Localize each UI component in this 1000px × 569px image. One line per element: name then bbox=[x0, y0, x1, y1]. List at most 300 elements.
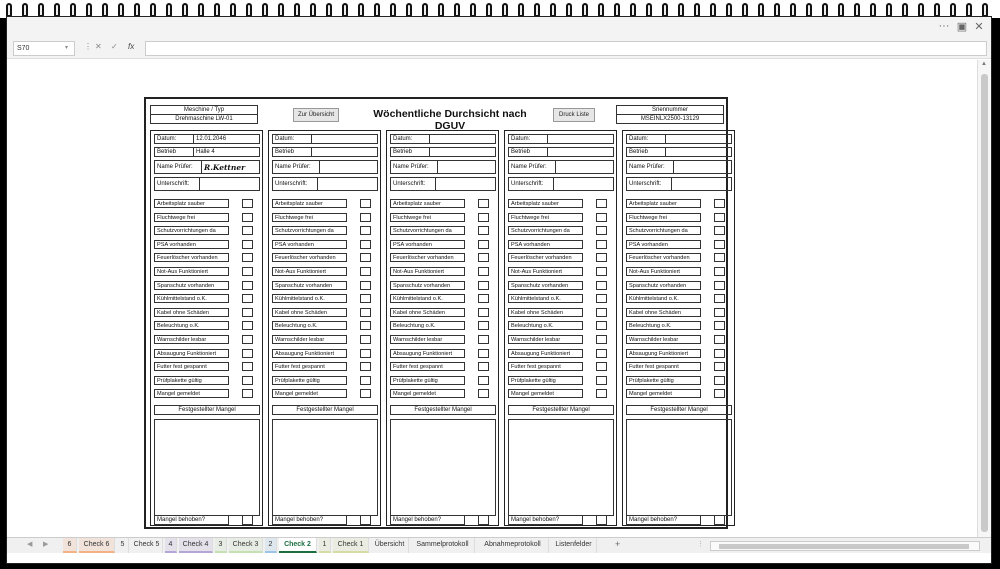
field-date[interactable] bbox=[272, 134, 378, 144]
field-label: Datum: bbox=[275, 136, 295, 142]
checklist-checkbox[interactable] bbox=[714, 321, 725, 330]
checklist-item: Schutzvorrichtungen da bbox=[508, 226, 583, 235]
checklist-checkbox[interactable] bbox=[596, 335, 607, 344]
tab-check-4[interactable]: Check 4 bbox=[179, 538, 213, 553]
resolved-label: Mangel behoben? bbox=[272, 515, 347, 525]
field-label: Name Prüfer: bbox=[393, 164, 429, 170]
field-label: Datum: bbox=[157, 136, 177, 142]
defects-header: Festgestellter Mangel bbox=[272, 405, 378, 415]
checklist-item: Kabel ohne Schäden bbox=[272, 308, 347, 317]
checklist-checkbox[interactable] bbox=[478, 321, 489, 330]
binder-ring bbox=[758, 3, 764, 17]
resolved-label: Mangel behoben? bbox=[626, 515, 701, 525]
checklist-item: Not-Aus Funktioniert bbox=[626, 267, 701, 276]
checklist-checkbox[interactable] bbox=[360, 321, 371, 330]
checklist-checkbox[interactable] bbox=[242, 226, 253, 235]
checklist-checkbox[interactable] bbox=[714, 240, 725, 249]
binder-ring bbox=[582, 3, 588, 17]
more-icon: ⋮ bbox=[697, 541, 704, 548]
binder-ring bbox=[710, 3, 716, 17]
checklist-item: PSA vorhanden bbox=[626, 240, 701, 249]
checklist-checkbox[interactable] bbox=[242, 281, 253, 290]
checklist-item: Feuerlöscher vorhanden bbox=[508, 253, 583, 262]
checklist-checkbox[interactable] bbox=[360, 240, 371, 249]
field-divider bbox=[555, 161, 556, 173]
checklist-checkbox[interactable] bbox=[714, 308, 725, 317]
checklist-checkbox[interactable] bbox=[478, 335, 489, 344]
field-label: Betrieb bbox=[157, 149, 177, 155]
checklist-checkbox[interactable] bbox=[714, 349, 725, 358]
checklist-checkbox[interactable] bbox=[596, 376, 607, 385]
binder-ring bbox=[134, 3, 140, 17]
checklist-checkbox[interactable] bbox=[478, 308, 489, 317]
tab-2[interactable]: 2 bbox=[265, 538, 277, 553]
binder-ring bbox=[982, 3, 988, 17]
binder-ring bbox=[54, 3, 60, 17]
checklist-item: Warnschilder lesbar bbox=[154, 335, 229, 344]
add-sheet-icon[interactable]: + bbox=[615, 539, 621, 549]
checklist-checkbox[interactable] bbox=[242, 253, 253, 262]
defects-textarea[interactable] bbox=[272, 419, 378, 516]
close-icon[interactable]: ✕ bbox=[974, 21, 984, 33]
checklist-item: Kühlmittelstand o.K. bbox=[154, 294, 229, 303]
binder-ring bbox=[246, 3, 252, 17]
tab-übersicht[interactable]: Übersicht bbox=[371, 538, 409, 553]
binder-ring bbox=[166, 3, 172, 17]
checklist-checkbox[interactable] bbox=[714, 213, 725, 222]
checklist-item: Schutzvorrichtungen da bbox=[626, 226, 701, 235]
checklist-item: Kühlmittelstand o.K. bbox=[626, 294, 701, 303]
checklist-item: Kabel ohne Schäden bbox=[154, 308, 229, 317]
check-column bbox=[504, 130, 617, 526]
field-inspector[interactable] bbox=[272, 160, 378, 174]
checklist-checkbox[interactable] bbox=[360, 226, 371, 235]
field-label: Name Prüfer: bbox=[275, 164, 311, 170]
checklist-item: Warnschilder lesbar bbox=[626, 335, 701, 344]
binder-ring bbox=[534, 3, 540, 17]
checklist-item: Prüfplakette gültig bbox=[272, 376, 347, 385]
tab-check-2[interactable]: Check 2 bbox=[279, 538, 317, 553]
resolved-checkbox[interactable] bbox=[478, 515, 489, 525]
binder-ring bbox=[806, 3, 812, 17]
serial-label: Sriennummer bbox=[617, 106, 723, 115]
checklist-checkbox[interactable] bbox=[360, 335, 371, 344]
tab-check-6[interactable]: Check 6 bbox=[79, 538, 115, 553]
field-divider bbox=[311, 135, 312, 143]
binder-ring bbox=[342, 3, 348, 17]
binder-ring bbox=[102, 3, 108, 17]
binder-ring bbox=[470, 3, 476, 17]
checklist-item: Absaugung Funktioniert bbox=[626, 349, 701, 358]
field-divider bbox=[437, 161, 438, 173]
page-title: Wöchentliche Durchsicht nach DGUV bbox=[373, 108, 527, 132]
checklist-item: Arbeitsplatz sauber bbox=[626, 199, 701, 208]
checklist-checkbox[interactable] bbox=[478, 349, 489, 358]
field-divider bbox=[429, 135, 430, 143]
checklist-checkbox[interactable] bbox=[478, 294, 489, 303]
binder-ring bbox=[918, 3, 924, 17]
checklist-checkbox[interactable] bbox=[596, 349, 607, 358]
defects-textarea[interactable] bbox=[626, 419, 732, 516]
field-date[interactable] bbox=[508, 134, 614, 144]
checklist-item: Prüfplakette gültig bbox=[626, 376, 701, 385]
binder-ring bbox=[662, 3, 668, 17]
checklist-checkbox[interactable] bbox=[242, 240, 253, 249]
field-operation[interactable] bbox=[508, 147, 614, 157]
checklist-checkbox[interactable] bbox=[360, 389, 371, 398]
field-divider bbox=[553, 178, 554, 190]
serial-value: MSEINLX2500-13129 bbox=[640, 116, 700, 122]
check-column bbox=[386, 130, 499, 526]
field-value[interactable]: 12.01.2046 bbox=[196, 136, 227, 142]
field-date[interactable] bbox=[626, 134, 732, 144]
field-date[interactable] bbox=[154, 134, 260, 144]
binder-ring bbox=[390, 3, 396, 17]
checklist-checkbox[interactable] bbox=[714, 253, 725, 262]
tab-listenfelder[interactable]: Listenfelder bbox=[551, 538, 597, 553]
field-label: Betrieb bbox=[393, 149, 413, 155]
checklist-checkbox[interactable] bbox=[596, 240, 607, 249]
field-date[interactable] bbox=[390, 134, 496, 144]
binder-ring bbox=[870, 3, 876, 17]
binder-ring bbox=[886, 3, 892, 17]
tab-check-1[interactable]: Check 1 bbox=[333, 538, 369, 553]
checklist-item: Beleuchtung o.K. bbox=[390, 321, 465, 330]
name-box[interactable]: S70 bbox=[13, 41, 75, 56]
binder-ring bbox=[790, 3, 796, 17]
binder-ring bbox=[22, 3, 28, 17]
more-options-icon[interactable]: ··· bbox=[938, 20, 950, 32]
checklist-item: Beleuchtung o.K. bbox=[154, 321, 229, 330]
checklist-item: Futter fest gespannt bbox=[272, 362, 347, 371]
checklist-item: Schutzvorrichtungen da bbox=[390, 226, 465, 235]
field-divider bbox=[665, 148, 666, 156]
sheet-tab-bar bbox=[7, 537, 991, 553]
checklist-checkbox[interactable] bbox=[596, 294, 607, 303]
field-label: Unterschrift: bbox=[275, 181, 308, 187]
formula-input[interactable] bbox=[145, 41, 987, 56]
binder-ring bbox=[6, 3, 12, 17]
field-divider bbox=[429, 148, 430, 156]
checklist-item: Feuerlöscher vorhanden bbox=[154, 253, 229, 262]
binder-ring bbox=[838, 3, 844, 17]
binder-ring bbox=[774, 3, 780, 17]
checklist-checkbox[interactable] bbox=[360, 294, 371, 303]
field-value[interactable]: R.Kettner bbox=[204, 162, 246, 172]
checklist-checkbox[interactable] bbox=[714, 362, 725, 371]
field-operation[interactable] bbox=[272, 147, 378, 157]
checklist-item: Kühlmittelstand o.K. bbox=[390, 294, 465, 303]
binder-ring bbox=[438, 3, 444, 17]
binder-ring bbox=[86, 3, 92, 17]
hscroll-thumb[interactable] bbox=[719, 544, 969, 549]
title-bar bbox=[7, 17, 991, 39]
binder-ring bbox=[694, 3, 700, 17]
binder-ring bbox=[182, 3, 188, 17]
field-label: Betrieb bbox=[275, 149, 295, 155]
field-divider bbox=[547, 148, 548, 156]
restore-icon[interactable]: ▣ bbox=[956, 21, 968, 33]
field-label: Name Prüfer: bbox=[157, 164, 193, 170]
checklist-checkbox[interactable] bbox=[478, 199, 489, 208]
field-label: Unterschrift: bbox=[157, 181, 190, 187]
binder-ring bbox=[566, 3, 572, 17]
field-label: Datum: bbox=[393, 136, 413, 142]
checklist-item: Spanschutz vorhanden bbox=[272, 281, 347, 290]
checklist-checkbox[interactable] bbox=[360, 349, 371, 358]
resolved-label: Mangel behoben? bbox=[508, 515, 583, 525]
checklist-checkbox[interactable] bbox=[714, 281, 725, 290]
checklist-checkbox[interactable] bbox=[478, 281, 489, 290]
tab-check-5[interactable]: Check 5 bbox=[131, 538, 163, 553]
field-inspector[interactable] bbox=[626, 160, 732, 174]
field-divider bbox=[435, 178, 436, 190]
field-divider bbox=[547, 135, 548, 143]
checklist-item: PSA vorhanden bbox=[508, 240, 583, 249]
field-divider bbox=[673, 161, 674, 173]
scroll-up-icon[interactable]: ▲ bbox=[981, 61, 987, 67]
checklist-item: Mangel gemeldet bbox=[272, 389, 347, 398]
checklist-checkbox[interactable] bbox=[596, 308, 607, 317]
field-signature[interactable] bbox=[626, 177, 732, 191]
insert-function-icon[interactable]: fx bbox=[128, 42, 135, 51]
checklist-item: Not-Aus Funktioniert bbox=[508, 267, 583, 276]
checklist-item: Kabel ohne Schäden bbox=[508, 308, 583, 317]
checklist-checkbox[interactable] bbox=[242, 389, 253, 398]
defects-textarea[interactable] bbox=[390, 419, 496, 516]
checklist-item: Spanschutz vorhanden bbox=[626, 281, 701, 290]
vertical-scrollbar[interactable] bbox=[977, 60, 991, 552]
checklist-item: Arbeitsplatz sauber bbox=[390, 199, 465, 208]
checklist-item: Futter fest gespannt bbox=[508, 362, 583, 371]
defects-textarea[interactable] bbox=[154, 419, 260, 516]
worksheet[interactable] bbox=[7, 60, 977, 552]
checklist-item: Feuerlöscher vorhanden bbox=[272, 253, 347, 262]
checklist-item: Fluchtwege frei bbox=[508, 213, 583, 222]
checklist-item: Prüfplakette gültig bbox=[390, 376, 465, 385]
tab-check-3[interactable]: Check 3 bbox=[229, 538, 263, 553]
checklist-checkbox[interactable] bbox=[596, 267, 607, 276]
chevron-down-icon[interactable]: ▾ bbox=[65, 45, 69, 51]
confirm-icon[interactable]: ✓ bbox=[111, 42, 118, 51]
checklist-item: Mangel gemeldet bbox=[390, 389, 465, 398]
field-inspector[interactable] bbox=[508, 160, 614, 174]
field-operation[interactable] bbox=[390, 147, 496, 157]
binder-ring bbox=[150, 3, 156, 17]
binder-ring bbox=[822, 3, 828, 17]
resolved-checkbox[interactable] bbox=[360, 515, 371, 525]
defects-textarea[interactable] bbox=[508, 419, 614, 516]
checklist-item: PSA vorhanden bbox=[154, 240, 229, 249]
field-operation[interactable] bbox=[626, 147, 732, 157]
checklist-checkbox[interactable] bbox=[242, 362, 253, 371]
scroll-thumb[interactable] bbox=[981, 74, 988, 532]
binder-ring bbox=[326, 3, 332, 17]
checklist-checkbox[interactable] bbox=[714, 294, 725, 303]
binder-ring bbox=[726, 3, 732, 17]
checklist-checkbox[interactable] bbox=[242, 294, 253, 303]
checklist-item: Arbeitsplatz sauber bbox=[272, 199, 347, 208]
checklist-checkbox[interactable] bbox=[360, 281, 371, 290]
checklist-item: Prüfplakette gültig bbox=[508, 376, 583, 385]
field-label: Name Prüfer: bbox=[629, 164, 665, 170]
binder-ring bbox=[678, 3, 684, 17]
checklist-item: Not-Aus Funktioniert bbox=[154, 267, 229, 276]
checklist-checkbox[interactable] bbox=[242, 213, 253, 222]
checklist-checkbox[interactable] bbox=[596, 199, 607, 208]
machine-box bbox=[150, 105, 258, 124]
tab-1[interactable]: 1 bbox=[319, 538, 331, 553]
checklist-item: Absaugung Funktioniert bbox=[154, 349, 229, 358]
checklist-item: Spanschutz vorhanden bbox=[390, 281, 465, 290]
checklist-item: Feuerlöscher vorhanden bbox=[626, 253, 701, 262]
binder-ring bbox=[742, 3, 748, 17]
checklist-checkbox[interactable] bbox=[360, 213, 371, 222]
machine-value: Drehmaschine LW-01 bbox=[175, 116, 233, 122]
checklist-item: Futter fest gespannt bbox=[626, 362, 701, 371]
binder-ring bbox=[310, 3, 316, 17]
checklist-item: Mangel gemeldet bbox=[154, 389, 229, 398]
prev-sheet-icon[interactable]: ◀ bbox=[27, 541, 33, 548]
tab-3[interactable]: 3 bbox=[215, 538, 227, 553]
checklist-checkbox[interactable] bbox=[596, 281, 607, 290]
checklist-item: Warnschilder lesbar bbox=[508, 335, 583, 344]
field-signature[interactable] bbox=[508, 177, 614, 191]
checklist-checkbox[interactable] bbox=[478, 226, 489, 235]
field-label: Name Prüfer: bbox=[511, 164, 547, 170]
checklist-item: Not-Aus Funktioniert bbox=[272, 267, 347, 276]
binder-ring bbox=[518, 3, 524, 17]
field-signature[interactable] bbox=[154, 177, 260, 191]
checklist-checkbox[interactable] bbox=[360, 308, 371, 317]
field-divider bbox=[319, 161, 320, 173]
field-operation[interactable] bbox=[154, 147, 260, 157]
checklist-checkbox[interactable] bbox=[242, 308, 253, 317]
checklist-item: PSA vorhanden bbox=[390, 240, 465, 249]
binder-ring bbox=[630, 3, 636, 17]
checklist-checkbox[interactable] bbox=[596, 253, 607, 262]
checklist-item: Schutzvorrichtungen da bbox=[272, 226, 347, 235]
checklist-item: Kühlmittelstand o.K. bbox=[508, 294, 583, 303]
tab-6[interactable]: 6 bbox=[63, 538, 77, 553]
binder-ring bbox=[486, 3, 492, 17]
binder-ring bbox=[854, 3, 860, 17]
field-label: Datum: bbox=[511, 136, 531, 142]
binder-ring bbox=[502, 3, 508, 17]
next-sheet-icon[interactable]: ▶ bbox=[43, 541, 49, 548]
checklist-checkbox[interactable] bbox=[242, 321, 253, 330]
field-label: Datum: bbox=[629, 136, 649, 142]
binder-ring bbox=[950, 3, 956, 17]
field-signature[interactable] bbox=[272, 177, 378, 191]
checklist-checkbox[interactable] bbox=[242, 267, 253, 276]
checklist-checkbox[interactable] bbox=[596, 321, 607, 330]
field-label: Unterschrift: bbox=[393, 181, 426, 187]
resolved-checkbox[interactable] bbox=[714, 515, 725, 525]
resolved-checkbox[interactable] bbox=[596, 515, 607, 525]
checklist-item: Fluchtwege frei bbox=[626, 213, 701, 222]
cancel-icon[interactable]: ✕ bbox=[95, 42, 102, 51]
checklist-checkbox[interactable] bbox=[360, 199, 371, 208]
checklist-item: Not-Aus Funktioniert bbox=[390, 267, 465, 276]
checklist-checkbox[interactable] bbox=[478, 240, 489, 249]
checklist-checkbox[interactable] bbox=[596, 213, 607, 222]
checklist-checkbox[interactable] bbox=[478, 267, 489, 276]
checklist-checkbox[interactable] bbox=[714, 226, 725, 235]
checklist-checkbox[interactable] bbox=[714, 376, 725, 385]
tab-4[interactable]: 4 bbox=[165, 538, 177, 553]
checklist-checkbox[interactable] bbox=[596, 389, 607, 398]
checklist-item: Absaugung Funktioniert bbox=[390, 349, 465, 358]
horizontal-scrollbar[interactable] bbox=[710, 541, 980, 551]
field-inspector[interactable] bbox=[390, 160, 496, 174]
checklist-item: Spanschutz vorhanden bbox=[508, 281, 583, 290]
checklist-checkbox[interactable] bbox=[360, 376, 371, 385]
checklist-checkbox[interactable] bbox=[714, 389, 725, 398]
checklist-checkbox[interactable] bbox=[714, 199, 725, 208]
checklist-checkbox[interactable] bbox=[242, 376, 253, 385]
overview-button[interactable]: Zur Übersicht bbox=[293, 108, 339, 122]
checklist-checkbox[interactable] bbox=[360, 362, 371, 371]
field-label: Betrieb bbox=[629, 149, 649, 155]
binder-ring bbox=[278, 3, 284, 17]
checklist-checkbox[interactable] bbox=[596, 226, 607, 235]
checklist-item: Mangel gemeldet bbox=[508, 389, 583, 398]
field-inspector[interactable] bbox=[154, 160, 260, 174]
checklist-checkbox[interactable] bbox=[478, 213, 489, 222]
resolved-checkbox[interactable] bbox=[242, 515, 253, 525]
checklist-checkbox[interactable] bbox=[242, 335, 253, 344]
binder-ring bbox=[38, 3, 44, 17]
checklist-item: Prüfplakette gültig bbox=[154, 376, 229, 385]
checklist-checkbox[interactable] bbox=[478, 389, 489, 398]
checklist-checkbox[interactable] bbox=[360, 253, 371, 262]
checklist-checkbox[interactable] bbox=[478, 376, 489, 385]
checklist-item: Warnschilder lesbar bbox=[272, 335, 347, 344]
checklist-item: Mangel gemeldet bbox=[626, 389, 701, 398]
checklist-checkbox[interactable] bbox=[714, 335, 725, 344]
field-divider bbox=[671, 178, 672, 190]
checklist-item: Arbeitsplatz sauber bbox=[508, 199, 583, 208]
defects-header: Festgestellter Mangel bbox=[154, 405, 260, 415]
tab-5[interactable]: 5 bbox=[117, 538, 129, 553]
checklist-item: Schutzvorrichtungen da bbox=[154, 226, 229, 235]
tab-abnahmeprotokoll[interactable]: Abnahmeprotokoll bbox=[477, 538, 549, 553]
binder-ring bbox=[454, 3, 460, 17]
binder-ring bbox=[262, 3, 268, 17]
checklist-checkbox[interactable] bbox=[360, 267, 371, 276]
tab-sammelprotokoll[interactable]: Sammelprotokoll bbox=[411, 538, 475, 553]
checklist-item: Absaugung Funktioniert bbox=[508, 349, 583, 358]
field-divider bbox=[665, 135, 666, 143]
checklist-checkbox[interactable] bbox=[478, 253, 489, 262]
checklist-checkbox[interactable] bbox=[596, 362, 607, 371]
binder-ring bbox=[422, 3, 428, 17]
field-label: Betrieb bbox=[511, 149, 531, 155]
checklist-item: Beleuchtung o.K. bbox=[508, 321, 583, 330]
checklist-checkbox[interactable] bbox=[714, 267, 725, 276]
checklist-checkbox[interactable] bbox=[242, 349, 253, 358]
field-label: Unterschrift: bbox=[629, 181, 662, 187]
print-list-button[interactable]: Druck Liste bbox=[553, 108, 595, 122]
field-value[interactable]: Halle 4 bbox=[196, 149, 215, 155]
checklist-item: Futter fest gespannt bbox=[154, 362, 229, 371]
checklist-item: Beleuchtung o.K. bbox=[626, 321, 701, 330]
checklist-checkbox[interactable] bbox=[478, 362, 489, 371]
field-signature[interactable] bbox=[390, 177, 496, 191]
checklist-checkbox[interactable] bbox=[242, 199, 253, 208]
binder-ring bbox=[646, 3, 652, 17]
